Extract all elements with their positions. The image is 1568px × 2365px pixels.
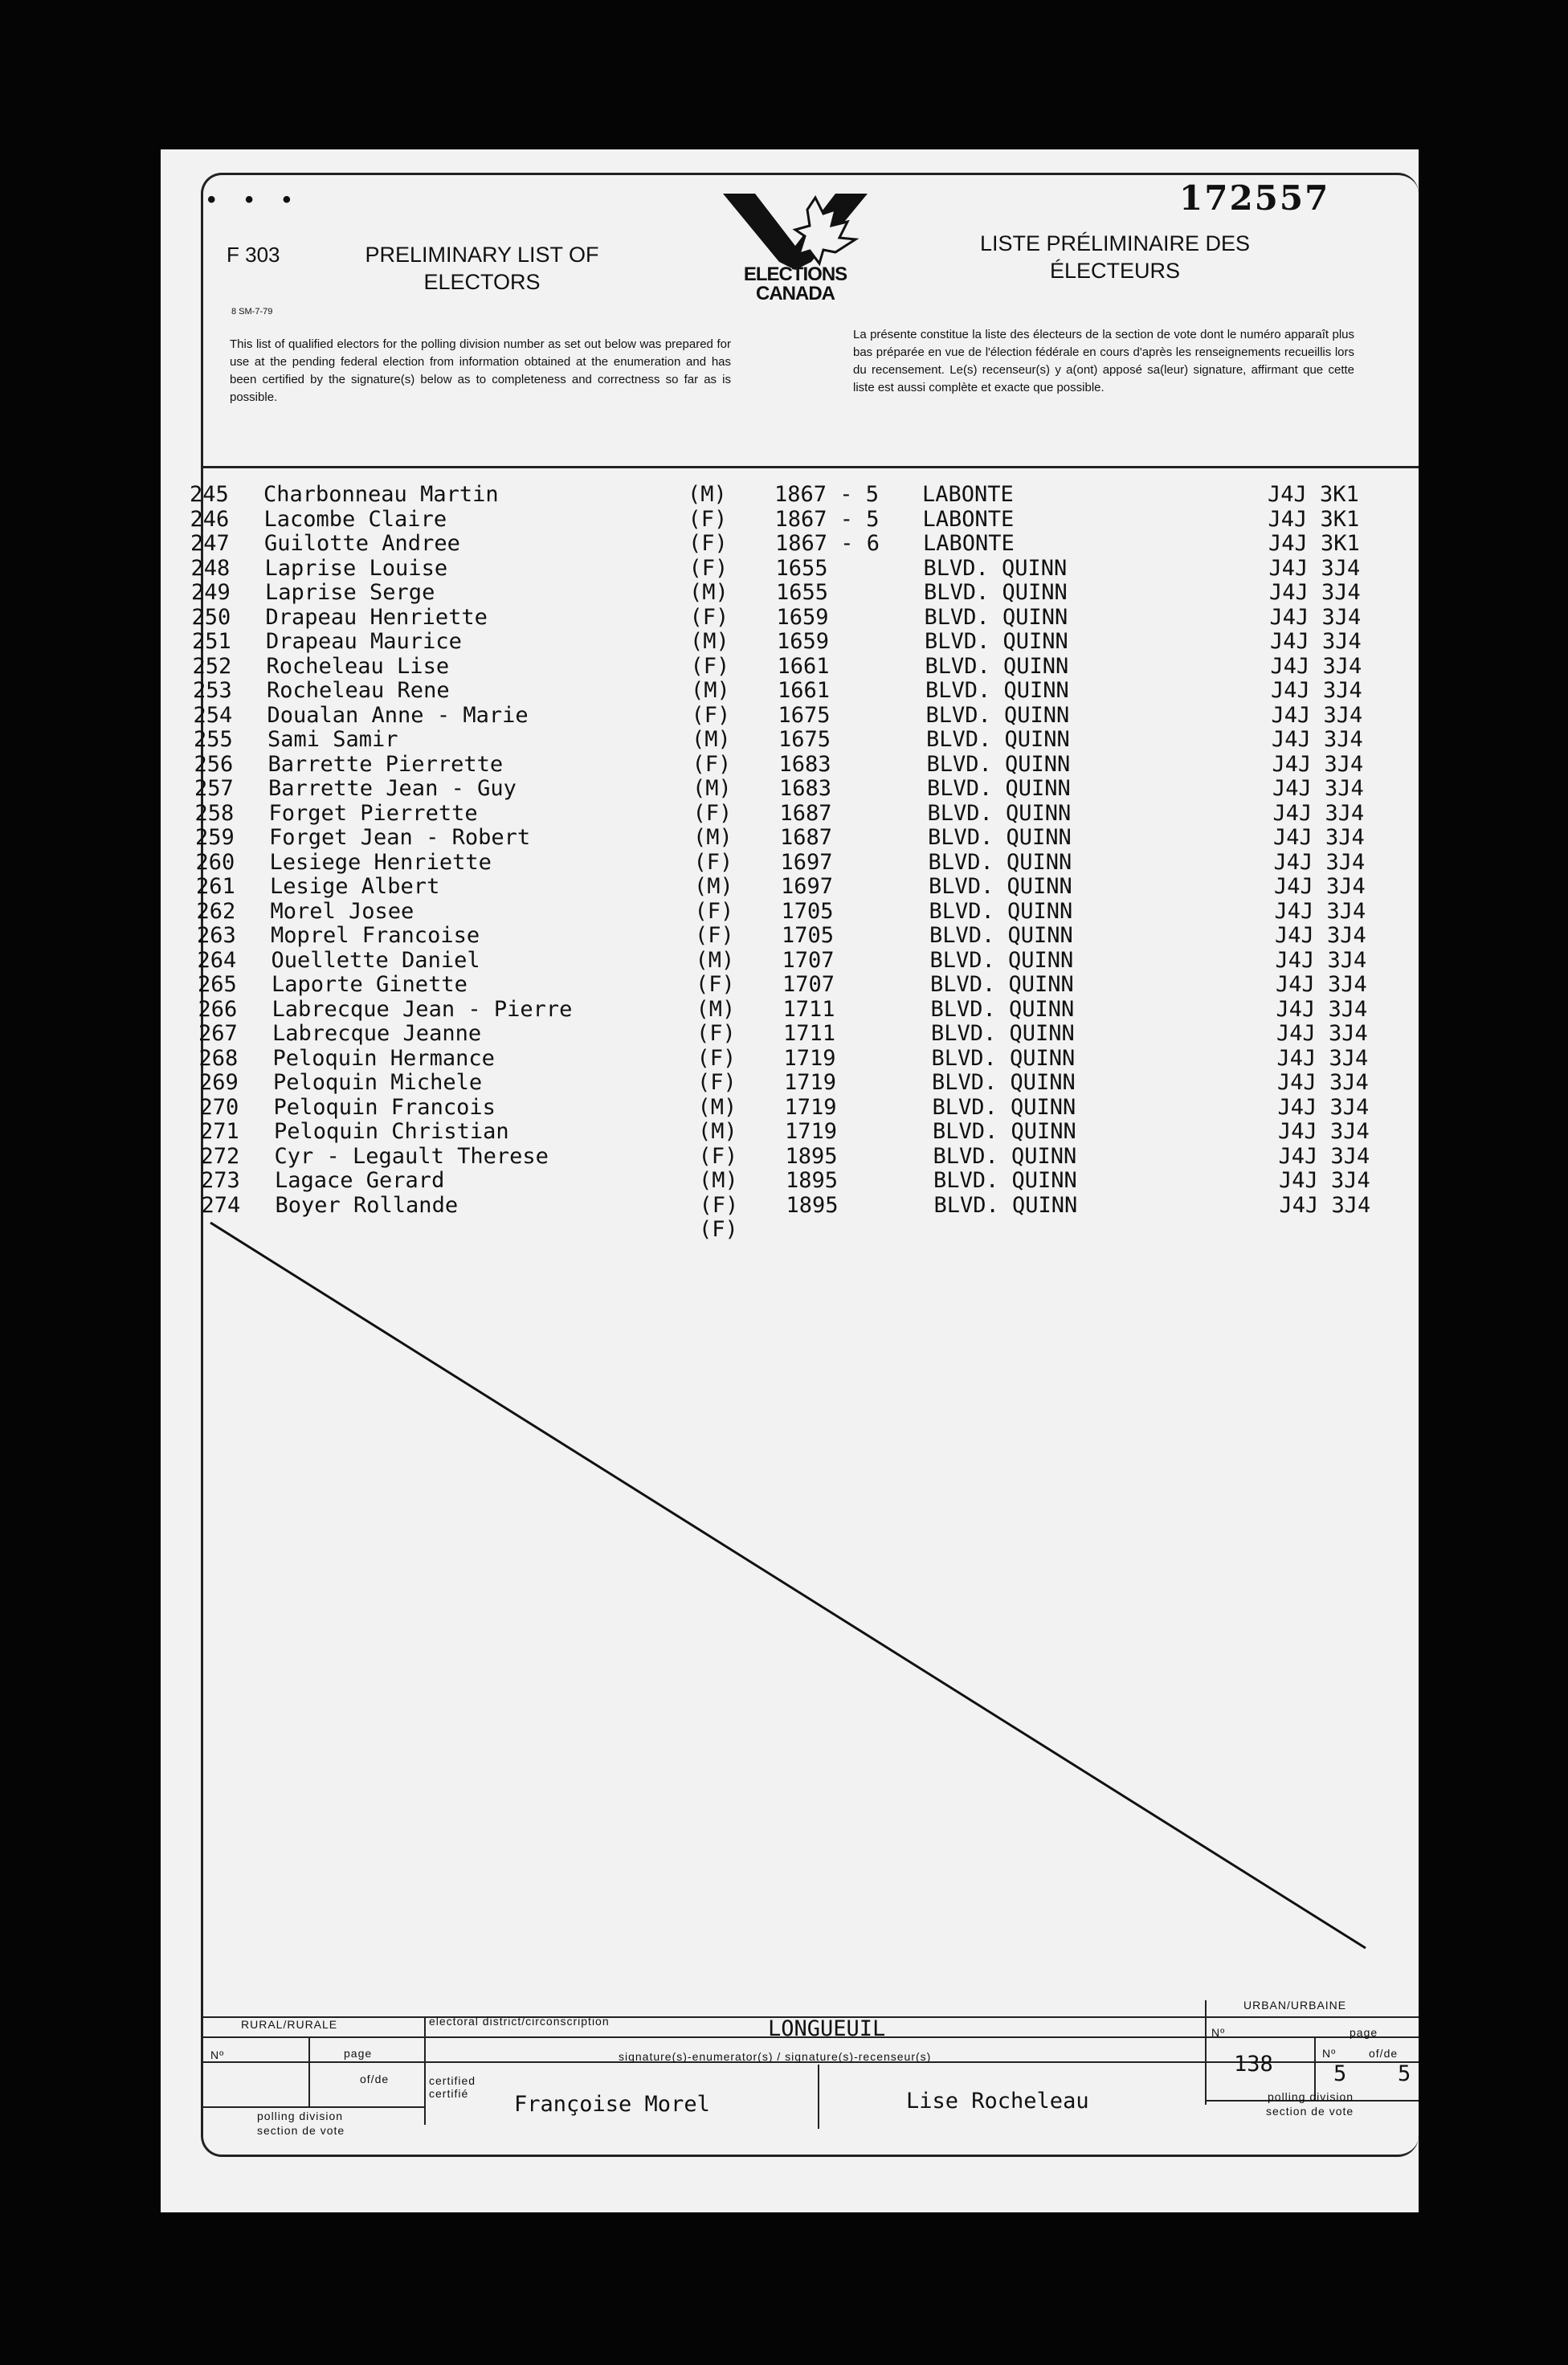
elector-sex: (M)	[699, 1168, 738, 1193]
elector-address: 1687	[779, 800, 832, 826]
urban-page-label: page	[1350, 2026, 1378, 2039]
elector-name: Labrecque Jeanne	[272, 1021, 482, 1046]
elector-number: 256	[194, 751, 234, 777]
elector-postal-code: J4J 3J4	[1270, 653, 1362, 679]
elector-name: Morel Josee	[270, 898, 414, 924]
footer-divider-2	[308, 2036, 310, 2107]
footer-line-4	[201, 2106, 426, 2108]
elector-street: BLVD. QUINN	[927, 800, 1072, 826]
elector-number: 274	[201, 1192, 241, 1218]
urban-no2-label: Nº	[1322, 2047, 1337, 2060]
elector-name: Lagace Gerard	[275, 1168, 445, 1193]
rural-label: RURAL/RURALE	[241, 2018, 338, 2031]
elector-postal-code: J4J 3J4	[1277, 1094, 1370, 1120]
rural-polling-label-2: section de vote	[257, 2124, 345, 2137]
elector-sex: (M)	[692, 727, 731, 752]
elector-street: BLVD. QUINN	[924, 604, 1068, 630]
footer-divider-3	[818, 2065, 819, 2129]
elector-street: BLVD. QUINN	[926, 751, 1071, 777]
elector-sex: (M)	[698, 1119, 737, 1144]
elector-name: Guilotte Andree	[264, 531, 460, 556]
elector-postal-code: J4J 3J4	[1272, 727, 1363, 752]
elector-address: 1683	[779, 776, 832, 801]
elector-street: LABONTE	[922, 482, 1014, 507]
elector-postal-code: J4J 3J4	[1272, 776, 1364, 801]
elector-name: Peloquin Christian	[274, 1119, 509, 1144]
elector-address: 1687	[780, 825, 833, 850]
elector-sex: (F)	[688, 555, 729, 581]
elector-postal-code: J4J 3J4	[1275, 923, 1366, 948]
elector-address: 1711	[782, 996, 835, 1022]
elector-name: Rocheleau Rene	[267, 678, 450, 703]
elector-name: Charbonneau Martin	[263, 482, 499, 507]
elector-postal-code: J4J 3J4	[1271, 678, 1362, 703]
signature-2: Lise Rocheleau	[906, 2089, 1089, 2114]
elector-street: BLVD. QUINN	[930, 972, 1074, 997]
elector-address: 1705	[781, 898, 834, 924]
urban-page-value: 5	[1333, 2061, 1347, 2086]
elector-number: 247	[190, 531, 230, 556]
elector-number: 253	[193, 678, 232, 703]
elector-sex: (F)	[693, 849, 733, 875]
elector-address: 1707	[782, 972, 835, 997]
elector-address: 1659	[776, 604, 829, 630]
rural-polling-label-1: polling division	[257, 2110, 344, 2122]
elector-postal-code: J4J 3J4	[1279, 1168, 1370, 1193]
elector-number: 265	[198, 972, 237, 997]
elector-number: 267	[198, 1021, 238, 1046]
elector-street: BLVD. QUINN	[927, 776, 1071, 801]
elector-postal-code: J4J 3J4	[1274, 874, 1366, 899]
form-code: 8 SM-7-79	[231, 307, 273, 317]
elector-street: BLVD. QUINN	[925, 678, 1069, 703]
rural-page-label: page	[344, 2047, 373, 2060]
elector-postal-code: J4J 3J4	[1278, 1143, 1370, 1169]
elector-street: BLVD. QUINN	[925, 653, 1069, 679]
elector-address: 1675	[778, 727, 831, 752]
elector-address: 1719	[784, 1094, 837, 1120]
elector-street: BLVD. QUINN	[925, 629, 1068, 654]
elector-street: BLVD. QUINN	[928, 825, 1072, 850]
elector-name: Laporte Ginette	[272, 972, 468, 997]
elector-address: 1895	[785, 1143, 838, 1169]
logo-line2: CANADA	[756, 283, 835, 304]
elector-name: Lacombe Claire	[263, 506, 447, 532]
elector-number: 271	[200, 1119, 239, 1144]
elector-address: 1655	[776, 580, 829, 605]
elector-number: 264	[197, 947, 237, 973]
elector-sex: (F)	[691, 702, 731, 728]
elector-name: Peloquin Hermance	[272, 1045, 495, 1071]
elector-address: 1659	[777, 629, 830, 654]
elector-street: BLVD. QUINN	[926, 727, 1070, 752]
elector-address: 1661	[778, 678, 831, 703]
elector-number: 273	[201, 1168, 240, 1193]
elector-sex: (F)	[696, 972, 735, 997]
elector-address: 1675	[778, 702, 831, 728]
elector-name: Rocheleau Lise	[266, 653, 450, 679]
elector-name: Boyer Rollande	[275, 1192, 459, 1218]
elector-street: BLVD. QUINN	[929, 923, 1073, 948]
elector-number: 250	[191, 604, 231, 630]
elector-name: Laprise Serge	[265, 580, 435, 605]
elector-name: Doualan Anne - Marie	[267, 702, 529, 728]
elector-street: BLVD. QUINN	[929, 874, 1072, 899]
elector-street: BLVD. QUINN	[925, 702, 1070, 728]
title-english-line2: ELECTORS	[423, 270, 541, 294]
elector-sex: (M)	[696, 996, 736, 1022]
elector-street: BLVD. QUINN	[928, 849, 1072, 875]
elector-sex: (M)	[697, 1094, 737, 1120]
serial-number: 172557	[1179, 178, 1330, 218]
elector-name: Lesiege Henriette	[269, 849, 492, 875]
urban-polling-label-2: section de vote	[1266, 2105, 1354, 2118]
certified-label: certified certifié	[429, 2074, 476, 2100]
elector-street: LABONTE	[922, 506, 1015, 532]
elector-name: Forget Jean - Robert	[269, 825, 531, 850]
elector-name: Barrette Jean - Guy	[268, 776, 517, 801]
elector-address: 1683	[778, 751, 831, 777]
elector-number: 259	[195, 825, 235, 850]
elector-address: 1867 - 5	[774, 506, 880, 532]
elector-postal-code: J4J 3J4	[1269, 604, 1362, 630]
elector-postal-code: J4J 3K1	[1268, 506, 1360, 532]
elector-street: BLVD. QUINN	[932, 1070, 1076, 1095]
elector-sex: (F)	[697, 1070, 737, 1095]
elector-street: BLVD. QUINN	[924, 580, 1068, 605]
elector-sex: (M)	[690, 629, 729, 654]
urban-label: URBAN/URBAINE	[1243, 1999, 1347, 2012]
elector-number: 255	[194, 727, 233, 752]
elector-sex: (F)	[699, 1192, 739, 1218]
urban-no-value: 138	[1234, 2052, 1273, 2077]
elector-postal-code: J4J 3J4	[1272, 751, 1364, 777]
elector-postal-code: J4J 3J4	[1276, 996, 1368, 1022]
elector-number: 268	[198, 1045, 239, 1071]
elector-postal-code: J4J 3J4	[1278, 1119, 1370, 1144]
elector-street: BLVD. QUINN	[933, 1143, 1077, 1169]
form-number: F 303	[227, 243, 280, 267]
rural-no-label: Nº	[210, 2048, 225, 2061]
elector-sex: (F)	[690, 653, 730, 679]
elector-number: 252	[192, 653, 232, 679]
elector-number: 262	[196, 898, 236, 924]
logo-line1: ELECTIONS	[743, 263, 847, 285]
elector-sex: (F)	[689, 604, 729, 630]
urban-polling-label-1: polling division	[1268, 2090, 1354, 2103]
elector-postal-code: J4J 3J4	[1279, 1192, 1371, 1218]
elector-postal-code: J4J 3J4	[1270, 629, 1362, 654]
intro-french: La présente constitue la liste des électeurs de la section de vote dont le numéro apparaît plus bas préparée en vue de l'élection fédérale en cours d'après les renseignements recueillis lors du recensement. Le(s) recenseur(s) y a(ont) apposé sa(leur) signature, affirmant que cette liste est aussi complète et exacte que possible.	[853, 328, 1354, 394]
elector-street: BLVD. QUINN	[933, 1192, 1078, 1218]
elector-number: 263	[197, 923, 236, 948]
district-label: electoral district/circonscription	[429, 2015, 610, 2028]
elector-street: BLVD. QUINN	[933, 1119, 1076, 1144]
elector-address: 1697	[780, 849, 833, 875]
elector-number: 258	[194, 800, 235, 826]
elector-number: 260	[195, 849, 235, 875]
elector-number: 272	[200, 1143, 240, 1169]
elector-street: BLVD. QUINN	[930, 996, 1075, 1022]
elector-sex: (M)	[689, 580, 729, 605]
urban-of-value: 5	[1398, 2061, 1411, 2086]
elector-address: 1719	[784, 1070, 837, 1095]
elector-postal-code: J4J 3J4	[1273, 825, 1365, 850]
elector-address: 1697	[781, 874, 834, 899]
elector-street: BLVD. QUINN	[929, 898, 1073, 924]
elector-sex: (F)	[688, 531, 728, 556]
elector-postal-code: J4J 3J4	[1273, 849, 1366, 875]
elector-address: 1867 - 5	[774, 482, 880, 507]
title-french-line2: ÉLECTEURS	[1049, 259, 1181, 283]
elector-name: Laprise Louise	[264, 555, 448, 581]
elector-postal-code: J4J 3K1	[1268, 531, 1360, 556]
elector-sex: (F)	[696, 1045, 737, 1071]
elector-postal-code: J4J 3J4	[1276, 972, 1367, 997]
elector-street: BLVD. QUINN	[931, 1045, 1076, 1071]
elector-sex: (F)	[694, 898, 734, 924]
elector-postal-code: J4J 3J4	[1275, 947, 1367, 973]
elector-sex: (F)	[695, 923, 734, 948]
elector-sex: (M)	[695, 947, 735, 973]
elector-address: 1895	[786, 1168, 839, 1193]
elector-address: 1719	[785, 1119, 838, 1144]
elector-address: 1705	[782, 923, 835, 948]
elector-postal-code: J4J 3J4	[1274, 898, 1366, 924]
elector-postal-code: J4J 3J4	[1276, 1045, 1369, 1071]
elector-street: BLVD. QUINN	[933, 1168, 1077, 1193]
elector-postal-code: J4J 3J4	[1277, 1070, 1369, 1095]
elector-sex: (F)	[696, 1021, 736, 1046]
elector-street: BLVD. QUINN	[923, 555, 1068, 581]
elector-name: Lesige Albert	[270, 874, 440, 899]
elector-postal-code: J4J 3J4	[1269, 580, 1361, 605]
elector-number: 251	[192, 629, 231, 654]
elector-address: 1655	[775, 555, 828, 581]
elector-address: 1719	[783, 1045, 836, 1071]
elector-sex: (M)	[693, 825, 733, 850]
elector-number: 261	[196, 874, 235, 899]
elector-number: 257	[194, 776, 234, 801]
elector-postal-code: J4J 3J4	[1268, 555, 1361, 581]
rural-of-label: of/de	[360, 2073, 390, 2085]
elector-postal-code: J4J 3K1	[1268, 482, 1359, 507]
elector-name: Ouellette Daniel	[271, 947, 480, 973]
elector-number: 269	[199, 1070, 239, 1095]
elector-name: Cyr - Legault Therese	[274, 1143, 549, 1169]
extra-sex-marker: (F)	[699, 1217, 738, 1242]
elector-street: BLVD. QUINN	[929, 947, 1074, 973]
signature-1: Françoise Morel	[514, 2092, 710, 2117]
elector-postal-code: J4J 3J4	[1276, 1021, 1368, 1046]
elector-sex: (F)	[692, 751, 732, 777]
elector-name: Drapeau Maurice	[266, 629, 462, 654]
signature-label: signature(s)-enumerator(s) / signature(s)-recenseur(s)	[619, 2050, 932, 2063]
elector-name: Peloquin Francois	[273, 1094, 496, 1120]
elector-number: 249	[191, 580, 231, 605]
elector-address: 1707	[782, 947, 835, 973]
urban-of-label: of/de	[1369, 2047, 1399, 2060]
title-english-line1: PRELIMINARY LIST OF	[365, 243, 599, 267]
elector-address: 1867 - 6	[775, 531, 880, 556]
district-value: LONGUEUIL	[768, 2016, 886, 2041]
elector-postal-code: J4J 3J4	[1272, 800, 1365, 826]
elector-sex: (F)	[688, 506, 728, 532]
elector-street: BLVD. QUINN	[931, 1021, 1075, 1046]
elector-postal-code: J4J 3J4	[1271, 702, 1363, 728]
title-french-line1: LISTE PRÉLIMINAIRE DES	[979, 231, 1251, 255]
elector-name: Labrecque Jean - Pierre	[272, 996, 573, 1022]
elector-street: BLVD. QUINN	[932, 1094, 1076, 1120]
footer-divider-1	[424, 2016, 426, 2125]
elector-street: LABONTE	[923, 531, 1015, 556]
elector-name: Peloquin Michele	[273, 1070, 483, 1095]
elector-name: Drapeau Henriette	[265, 604, 488, 630]
punch-dots: • • •	[207, 186, 303, 213]
elector-name: Moprel Francoise	[271, 923, 480, 948]
elector-name: Forget Pierrette	[268, 800, 478, 826]
elector-sex: (F)	[692, 800, 733, 826]
elector-number: 266	[198, 996, 238, 1022]
elector-sex: (M)	[691, 678, 730, 703]
intro-english: This list of qualified electors for the polling division number as set out below was prepared for use at the pending federal election from information obtained at the enumeration and has been certified by the signature(s) below as to completeness and correctness so far as is possible.	[230, 337, 731, 404]
footer-divider-4	[1205, 2000, 1207, 2105]
elector-number: 245	[190, 482, 229, 507]
elector-name: Sami Samir	[267, 727, 398, 752]
elector-number: 248	[190, 555, 231, 581]
elector-sex: (M)	[688, 482, 727, 507]
elector-address: 1895	[786, 1192, 839, 1218]
elector-sex: (M)	[694, 874, 733, 899]
elector-address: 1661	[777, 653, 830, 679]
elector-number: 254	[193, 702, 233, 728]
urban-no-label: Nº	[1211, 2026, 1226, 2039]
elector-address: 1711	[783, 1021, 836, 1046]
elector-number: 270	[199, 1094, 239, 1120]
elector-sex: (M)	[692, 776, 732, 801]
elector-name: Barrette Pierrette	[267, 751, 504, 777]
elector-sex: (F)	[698, 1143, 738, 1169]
elector-number: 246	[190, 506, 230, 532]
